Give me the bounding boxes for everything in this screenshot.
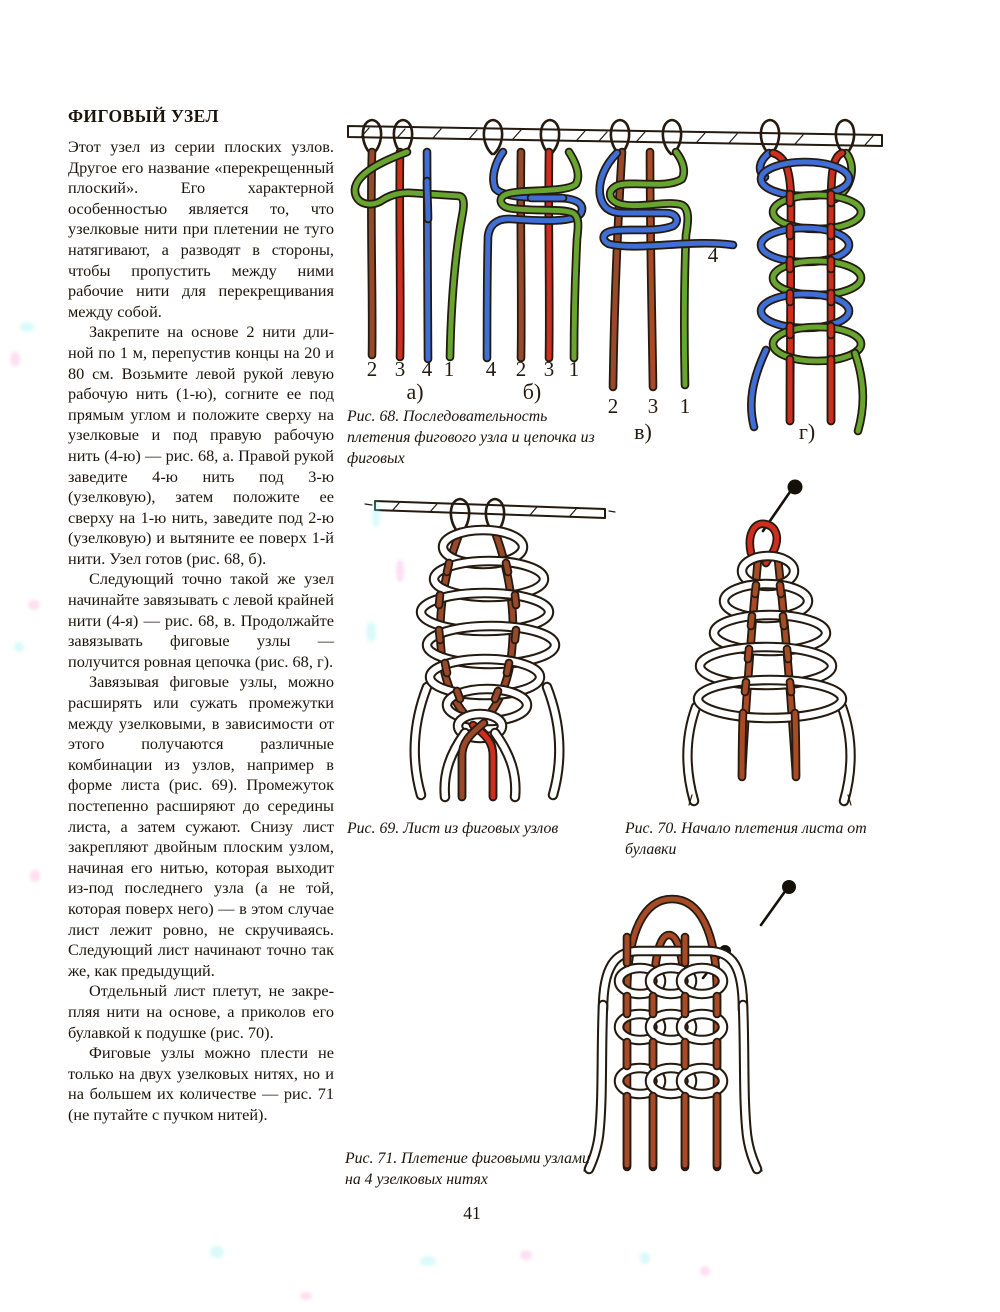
- scan-artifact: [700, 1266, 710, 1276]
- working-rope: [589, 951, 757, 1169]
- thread-number: 3: [647, 394, 659, 418]
- figure-68-illustration: [345, 95, 885, 450]
- thread-number: 3: [543, 357, 555, 381]
- sub-label-b: б): [522, 379, 542, 404]
- scan-artifact: [520, 1250, 532, 1260]
- scan-artifact: [640, 1252, 650, 1264]
- paragraph-5: Отдельный лист плетут, не закрепляя нити на основе, а приколов его булавкой к подушке (рис. 70).: [68, 981, 334, 1042]
- knot-threads: [627, 899, 717, 1167]
- scan-artifact: [30, 870, 40, 882]
- figure-71-illustration: [575, 875, 905, 1170]
- scan-artifact: [14, 642, 24, 652]
- fig68-chain-g: [751, 153, 863, 431]
- thread-number: 3: [394, 357, 406, 381]
- fig68-step-b: [487, 152, 582, 358]
- thread-number: 1: [568, 357, 580, 381]
- figure-69-caption: Рис. 69. Лист из фиговых узлов: [347, 820, 559, 837]
- scan-artifact: [300, 1292, 312, 1300]
- scan-artifact: [420, 1256, 436, 1266]
- figure-71-caption: Рис. 71. Плетение фиговыми узлами на 4 узелковых нитях: [345, 1150, 590, 1188]
- working-thread-number: 4: [707, 243, 719, 267]
- article-heading: ФИГОВЫЙ УЗЕЛ: [68, 106, 219, 126]
- sub-label-g: г): [798, 419, 816, 444]
- pin-icon: [761, 880, 796, 925]
- working-rope: [415, 530, 560, 797]
- scan-artifact: [20, 322, 34, 332]
- thread-number: 4: [421, 357, 433, 381]
- figure-70-caption: Рис. 70. Начало плетения листа от булавки: [625, 820, 867, 858]
- thread-number: 4: [485, 357, 497, 381]
- page-number: 41: [463, 1203, 481, 1223]
- paragraph-6: Фиговые узлы можно плести не только на двух узелковых нитях, но и на большем их количестве — рис. 71 (не путайте с пучком нитей).: [68, 1043, 334, 1124]
- thread-number: 2: [366, 357, 378, 381]
- sub-label-v: в): [634, 419, 652, 444]
- thread-number: 1: [679, 394, 691, 418]
- paragraph-3: Следующий точно такой же узел начинайте завязывать с левой крайней нити (4-я) — рис. 68, в. Продолжайте завязывать фиговые узлы — получится ровная цепочка (рис. 68, г).: [68, 569, 334, 671]
- scan-artifact: [10, 352, 20, 366]
- figure-70-illustration: [630, 475, 910, 810]
- article-text-column: [68, 106, 334, 1126]
- scan-artifact: [28, 600, 40, 610]
- thread-number: 1: [443, 357, 455, 381]
- scan-artifact: [210, 1246, 224, 1258]
- sub-label-a: а): [406, 379, 424, 404]
- cord-wraps: [363, 120, 854, 154]
- figure-69-illustration: [365, 475, 615, 810]
- fig68-step-v: [600, 152, 733, 387]
- paragraph-2: Закрепите на основе 2 нити длиной по 1 м, перепустив концы на 20 и 80 см. Возьмите левой рукой левую рабочую нить (1-ю), согните ее под прямым углом и положите сверху на узелковые и под правую рабочую нить (4-ю) — рис. 68, а. Правой рукой заведите 4-ю нить под 3-ю (узелковую), затем положите ее сверху на 1-ю нить, заведите под 2-ю (узелковую) и вытяните ее поверх 1-й нити. Узел готов (рис. 68, б).: [68, 322, 334, 568]
- paragraph-1: Этот узел из серии плоских узлов. Другое его название «перекрещенный плоский». Его характерной особенностью является то, что узелковые нити при плетении не туго натягивают, а разводят в стороны, чтобы пропустить между ними рабочие нити для перекрещивания между собой.: [68, 137, 334, 321]
- figure-68-caption: Рис. 68. Последовательность плетения фигового узла и цепочка из фиговых: [347, 408, 595, 467]
- thread-number: 2: [607, 394, 619, 418]
- paragraph-4: Завязывая фиговые узлы, можно расширять или сужать промежутки между узелковыми, в зависимости от этого получаются различные комбинации из узлов, например в форме листа (рис. 69). Промежуток постепенно расширяют до середины листа, а затем сужают. Снизу лист закрепляют двойным плоским узлом, начиная его нитью, которая выходит из-под последнего узла (а не той, которая поверх него) — в этом случае лист лежит ровно, не скручиваясь. Следующий лист начинают точно так же, как предыдущий.: [68, 672, 334, 980]
- base-cord: [348, 126, 882, 146]
- working-rope: [688, 556, 851, 801]
- fig68-step-a: [355, 152, 464, 359]
- thread-number: 2: [515, 357, 527, 381]
